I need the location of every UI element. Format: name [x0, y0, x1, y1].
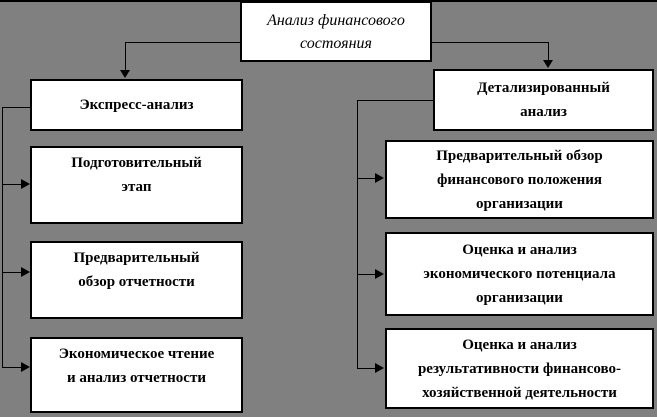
arrow-down-icon	[120, 70, 130, 78]
connector-root-right-horizontal	[432, 42, 548, 43]
arrow-right-icon	[375, 173, 384, 183]
economic-potential-assessment-box	[385, 232, 654, 316]
detailed-analysis-box	[433, 69, 654, 131]
connector-left-trunk	[2, 107, 3, 368]
express-analysis-box	[30, 79, 243, 131]
connector-right-branch-1	[357, 178, 376, 179]
box-text-line: Экспресс-анализ	[79, 97, 194, 113]
box-text-line: Детализированный	[477, 80, 610, 96]
performance-assessment-box	[385, 328, 654, 409]
box-text-line: финансового положения	[437, 171, 602, 188]
box-text-line: Предварительный	[73, 250, 200, 266]
box-text-line: Предварительный обзор	[436, 147, 603, 164]
box-text-line: организации	[476, 290, 563, 306]
box-text-line: экономического потенциала	[423, 266, 616, 282]
connector-right-branch-2	[357, 274, 376, 275]
box-text-line: Подготовительный	[71, 155, 202, 171]
box-text-line: Экономическое чтение	[58, 346, 215, 362]
connector-right-branch-3	[357, 368, 376, 369]
connector-left-branch-3	[2, 367, 22, 368]
connector-left-exit	[2, 107, 30, 108]
arrow-right-icon	[21, 179, 30, 189]
box-text-line: Оценка и анализ	[462, 242, 577, 258]
box-text-line: хозяйственной деятельности	[422, 384, 617, 401]
box-text-line: Оценка и анализ	[462, 336, 577, 353]
root-box	[240, 1, 432, 62]
arrow-down-icon	[543, 60, 553, 68]
box-text-line: этап	[121, 179, 152, 195]
connector-root-left-vertical	[125, 42, 126, 71]
financial-position-review-box	[385, 140, 654, 219]
arrow-right-icon	[21, 362, 30, 372]
connector-right-exit	[357, 100, 433, 101]
root-box-label-line: состояния	[300, 34, 372, 52]
box-text-line: анализ	[520, 104, 567, 120]
connector-root-right-vertical	[548, 42, 549, 61]
arrow-right-icon	[21, 267, 30, 277]
connector-left-branch-2	[2, 272, 22, 273]
preliminary-report-review-box	[30, 241, 243, 319]
connector-root-left-horizontal	[125, 42, 240, 43]
box-text-line: обзор отчетности	[78, 274, 195, 290]
preparatory-stage-box	[30, 146, 243, 224]
economic-reading-box	[30, 337, 243, 413]
arrow-right-icon	[375, 269, 384, 279]
box-text-line: организации	[476, 195, 563, 212]
arrow-right-icon	[375, 363, 384, 373]
connector-right-trunk	[357, 100, 358, 369]
box-text-line: результативности финансово-	[417, 360, 622, 377]
root-box-label-line: Анализ финансового	[267, 11, 405, 29]
box-text-line: и анализ отчетности	[67, 370, 206, 386]
connector-left-branch-1	[2, 184, 22, 185]
